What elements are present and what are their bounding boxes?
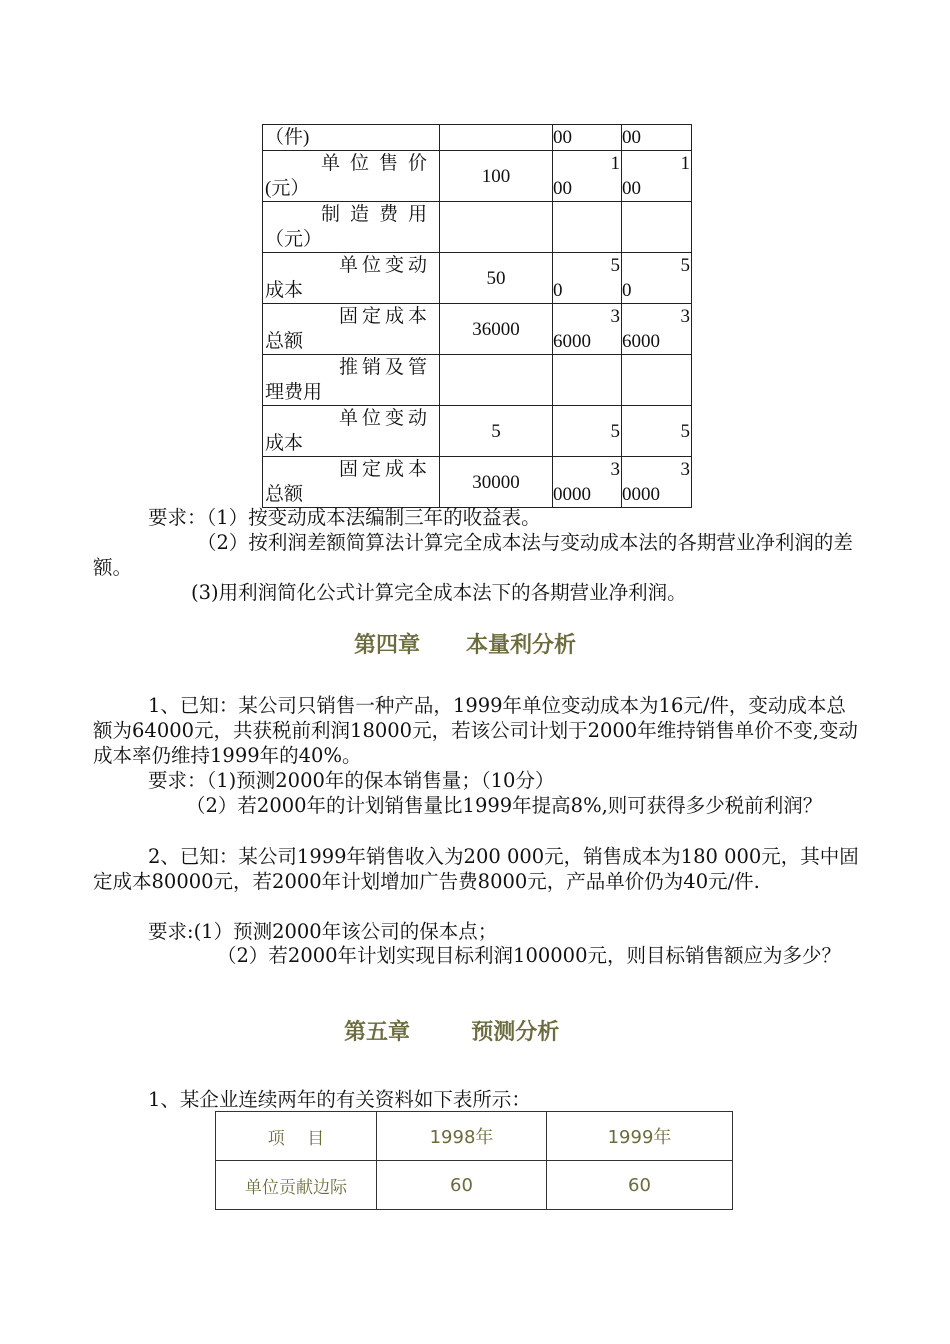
cell-value: 00 [553, 125, 622, 151]
cell-value: 50 [440, 253, 553, 304]
chapter-heading: 第四章 本量利分析 [354, 633, 576, 658]
cell-value: 3 0000 [622, 457, 692, 508]
cell-value: 3 0000 [553, 457, 622, 508]
table-row [216, 1161, 733, 1210]
cell-value: 60 [547, 1161, 733, 1210]
row-label: 推销及管 理费用 [263, 355, 440, 406]
cell-value: 30000 [440, 457, 553, 508]
cell-value: 00 [622, 125, 692, 151]
cell-value: 1 00 [622, 151, 692, 202]
requirement-line: (3)用利润简化公式计算完全成本法下的各期营业净利润。 [191, 581, 687, 604]
row-label: 单位变动 成本 [263, 253, 440, 304]
cell-value: 3 6000 [622, 304, 692, 355]
table-row [263, 253, 692, 304]
column-header: 项 目 [216, 1112, 377, 1161]
row-label: 单位变动 成本 [263, 406, 440, 457]
table-row [263, 304, 692, 355]
cell-value [553, 355, 622, 406]
table-row [263, 457, 692, 508]
row-label: 单位贡献边际 [216, 1161, 377, 1210]
cell-value [440, 355, 553, 406]
cell-value [440, 202, 553, 253]
table-row [263, 202, 692, 253]
column-header: 1998年 [377, 1112, 547, 1161]
table-row [263, 151, 692, 202]
cell-value: 5 [440, 406, 553, 457]
cell-value: 36000 [440, 304, 553, 355]
cell-value: 5 0 [553, 253, 622, 304]
cell-value: 60 [377, 1161, 547, 1210]
cell-value [622, 355, 692, 406]
table-row [263, 355, 692, 406]
requirement-line: 要求:(1）预测2000年该公司的保本点； [148, 920, 498, 943]
cell-value: 5 0 [622, 253, 692, 304]
requirement-line: （2）若2000年的计划销售量比1999年提高8%,则可获得多少税前利润？ [186, 794, 823, 817]
cell-value [622, 202, 692, 253]
table-header-row [216, 1112, 733, 1161]
cell-value: 3 6000 [553, 304, 622, 355]
cost-data-table [262, 124, 692, 508]
problem-paragraph: 2、已知：某公司1999年销售收入为200 000元，销售成本为180 000元，其中固定成本80000元，若2000年计划增加广告费8000元，产品单价仍为40元/件. [93, 845, 859, 893]
row-label: （件) [263, 125, 440, 151]
requirement-line: 要求：（1）按变动成本法编制三年的收益表。 [148, 506, 541, 529]
problem-paragraph: 1、已知：某公司只销售一种产品，1999年单位变动成本为16元/件，变动成本总额为64000元，共获税前利润18000元，若该公司计划于2000年维持销售单价不变,变动成本率仍维持1999年的40%。 [93, 694, 858, 767]
row-label: 单位售价 (元） [263, 151, 440, 202]
cell-value: 5 [553, 406, 622, 457]
cell-value [440, 125, 553, 151]
cell-value: 5 [622, 406, 692, 457]
row-label: 固定成本 总额 [263, 304, 440, 355]
table-row [263, 125, 692, 151]
cell-value: 100 [440, 151, 553, 202]
cell-value [553, 202, 622, 253]
table-row [263, 406, 692, 457]
requirement-line: 要求：（1)预测2000年的保本销售量；（10分） [148, 769, 555, 792]
cell-value: 1 00 [553, 151, 622, 202]
row-label: 固定成本 总额 [263, 457, 440, 508]
column-header: 1999年 [547, 1112, 733, 1161]
requirement-line: （2）若2000年计划实现目标利润100000元，则目标销售额应为多少？ [217, 944, 841, 967]
yearly-data-table [215, 1111, 733, 1210]
problem-paragraph: 1、某企业连续两年的有关资料如下表所示： [148, 1088, 531, 1111]
requirement-line: （2）按利润差额简算法计算完全成本法与变动成本法的各期营业净利润的差额。 [93, 531, 853, 579]
row-label: 制造费用 （元） [263, 202, 440, 253]
chapter-heading: 第五章 预测分析 [344, 1020, 560, 1045]
